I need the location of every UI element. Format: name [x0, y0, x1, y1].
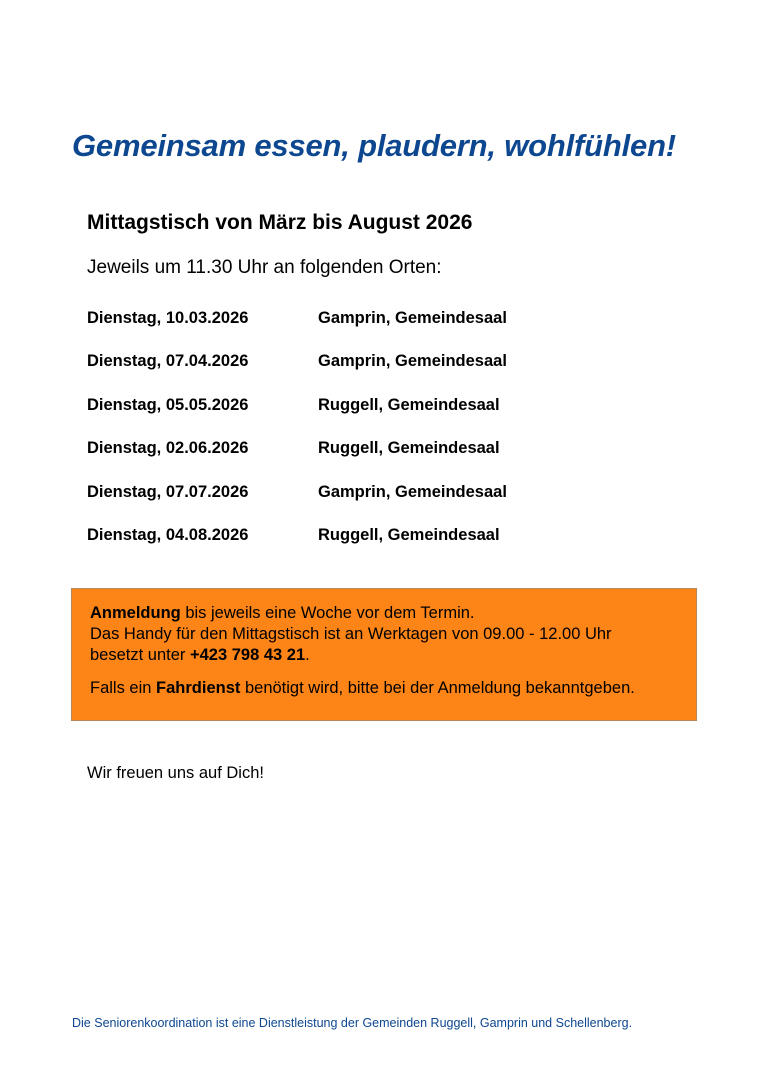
transport-suffix-text: benötigt wird, bitte bei der Anmeldung bekanntgeben.: [240, 679, 635, 697]
registration-paragraph: [90, 603, 678, 666]
schedule-place: Ruggell, Gemeindesaal: [318, 525, 500, 544]
transport-label: Fahrdienst: [156, 679, 241, 697]
subtitle: Mittagstisch von März bis August 2026: [87, 211, 473, 234]
phone-number: +423 798 43 21: [189, 646, 306, 664]
schedule-place: Gamprin, Gemeindesaal: [318, 309, 507, 327]
phone-hours-text: Das Handy für den Mittagstisch ist an Werktagen von 09.00 - 12.00 Uhr: [90, 625, 612, 643]
transport-prefix-text: Falls ein: [90, 679, 157, 697]
closing-text: Wir freuen uns auf Dich!: [87, 764, 264, 782]
phone-prefix-text: besetzt unter: [90, 646, 190, 664]
headline: Gemeinsam essen, plaudern, wohlfühlen!: [72, 128, 676, 163]
phone-suffix-text: .: [305, 646, 310, 664]
schedule-place: Ruggell, Gemeindesaal: [318, 439, 500, 458]
schedule-place: Ruggell, Gemeindesaal: [318, 395, 500, 414]
intro-text: Jeweils um 11.30 Uhr an folgenden Orten:: [87, 257, 442, 278]
schedule-date: Dienstag, 02.06.2026: [87, 439, 249, 458]
registration-deadline-text: bis jeweils eine Woche vor dem Termin.: [180, 604, 475, 622]
footer-text: Die Seniorenkoordination ist eine Dienstleistung der Gemeinden Ruggell, Gamprin und Schellenberg.: [72, 1016, 633, 1030]
schedule-place: Gamprin, Gemeindesaal: [318, 352, 507, 371]
schedule-date: Dienstag, 10.03.2026: [87, 309, 249, 327]
registration-notice-box: [71, 588, 697, 721]
schedule-date: Dienstag, 07.07.2026: [87, 482, 249, 501]
schedule-date: Dienstag, 04.08.2026: [87, 525, 249, 544]
schedule-place: Gamprin, Gemeindesaal: [318, 482, 507, 501]
registration-label: Anmeldung: [90, 604, 181, 622]
schedule-date: Dienstag, 07.04.2026: [87, 352, 249, 371]
schedule-date: Dienstag, 05.05.2026: [87, 395, 249, 414]
transport-paragraph: [90, 678, 678, 699]
